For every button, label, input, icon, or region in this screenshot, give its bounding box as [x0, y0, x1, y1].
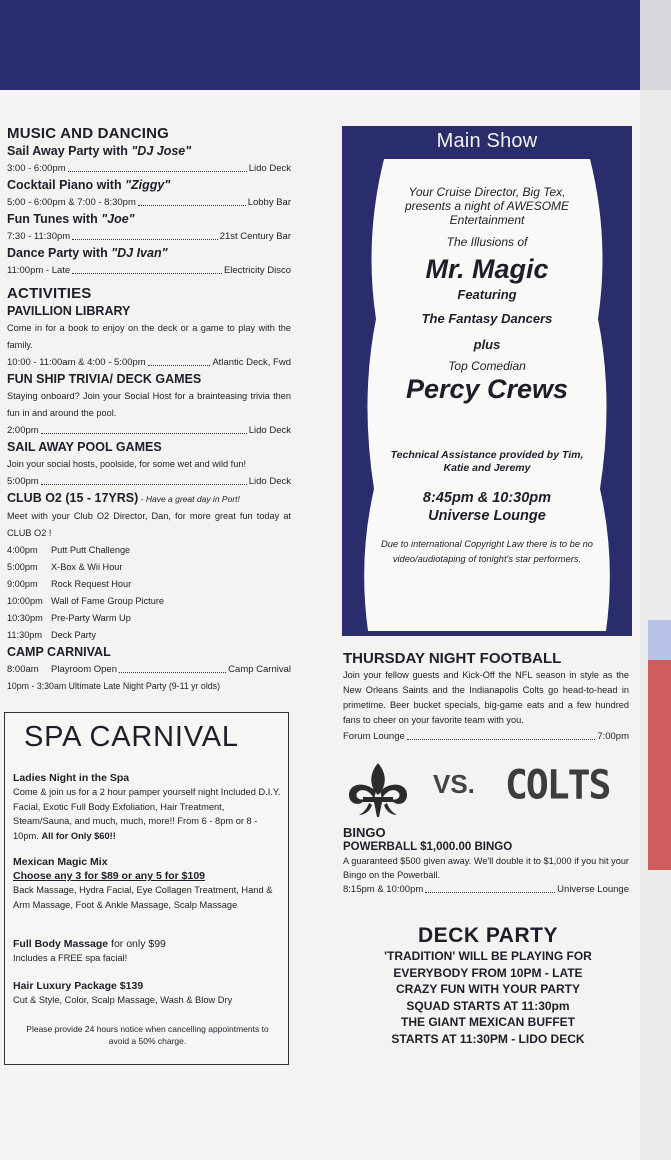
deck-line: SQUAD STARTS AT 11:30pm — [406, 998, 570, 1013]
music-item-time: 5:00 - 6:00pm & 7:00 - 8:30pm — [7, 197, 136, 208]
spa-mexican-text: Back Massage, Hydra Facial, Eye Collagen Treatment, Hand & Arm Massage, Foot & Ankle Massage, Scalp Massage — [13, 885, 273, 910]
pool-time: 5:00pm — [7, 476, 39, 487]
club-title: CLUB O2 (15 - 17YRS) — [7, 491, 139, 505]
spa-ladies-price: All for Only $60!! — [41, 830, 116, 841]
show-illusions: The Illusions of — [446, 235, 528, 249]
show-featuring: Featuring — [457, 287, 517, 302]
list-item: 11:30pm Deck Party — [7, 630, 96, 640]
show-times: 8:45pm & 10:30pm — [422, 490, 552, 506]
library-place: Atlantic Deck, Fwd — [212, 357, 291, 368]
spa-mexican — [13, 855, 283, 912]
activities-title: ACTIVITIES — [7, 285, 92, 302]
football-place: Forum Lounge — [343, 731, 405, 742]
deck-line: THE GIANT MEXICAN BUFFET — [401, 1015, 575, 1029]
trivia-time: 2:00pm — [7, 425, 39, 436]
pool-place: Lido Deck — [248, 476, 291, 487]
music-item — [7, 245, 291, 279]
right-column — [343, 650, 629, 897]
library-title: PAVILLION LIBRARY — [7, 304, 131, 318]
music-item-dj: "DJ Jose" — [131, 144, 192, 158]
matchup — [343, 755, 629, 825]
spa-box — [4, 712, 289, 1065]
deck-line: 'TRADITION' WILL BE PLAYING FOR — [384, 949, 592, 963]
deck-line: EVERYBODY FROM 10PM - LATE — [393, 965, 583, 980]
edge-band-blue — [648, 620, 671, 660]
library-time: 10:00 - 11:00am & 4:00 - 5:00pm — [7, 357, 146, 368]
spa-mexican-offer: Choose any 3 for $89 or any 5 for $109 — [13, 870, 205, 882]
colts-logo: COLTS — [505, 761, 610, 809]
main-show-box — [342, 126, 632, 636]
music-item-dj: "Joe" — [101, 212, 135, 226]
spa-body-text: Includes a FREE spa facial! — [13, 953, 128, 963]
page-edge — [640, 0, 671, 1160]
show-copyright: Due to international Copyright Law there is to be no video/audiotaping of tonight's star performers. — [381, 539, 593, 564]
spa-ladies — [13, 771, 283, 843]
club-tagline: - Have a great day in Port! — [138, 494, 240, 504]
trivia-title: FUN SHIP TRIVIA/ DECK GAMES — [7, 372, 202, 386]
spa-ladies-heading: Ladies Night in the Spa — [13, 772, 130, 784]
music-item-label: Cocktail Piano with — [7, 178, 126, 192]
spa-note: Please provide 24 hours notice when cancelling appointments to avoid a 50% charge. — [26, 1024, 269, 1046]
spa-hair-heading: Hair Luxury Package $139 — [13, 980, 144, 992]
show-dancers: The Fantasy Dancers — [421, 311, 553, 326]
deck-line: STARTS AT 11:30PM - LIDO DECK — [391, 1031, 585, 1046]
list-item: 4:00pm Putt Putt Challenge — [7, 545, 131, 555]
spa-hair-text: Cut & Style, Color, Scalp Massage, Wash & Blow Dry — [13, 995, 233, 1005]
spa-body — [13, 937, 283, 966]
spa-ladies-text: Come & join us for a 2 hour pamper yourself night Included D.I.Y. Facial, Exotic Full Body Exfoliation, Hair Treatment, Steam/Sauna, and much, much, more!! From 6 - 8pm or 8 - 10pm. — [13, 787, 281, 841]
camp-late-party: 10pm - 3:30am Ultimate Late Night Party (9-11 yr olds) — [7, 681, 221, 691]
show-act1: Mr. Magic — [425, 254, 549, 284]
show-intro: Your Cruise Director, Big Tex, presents a night of AWESOME Entertainment — [404, 185, 570, 227]
pool-text: Join your social hosts, poolside, for some wet and wild fun! — [7, 459, 246, 469]
camp-event: Playroom Open — [51, 664, 118, 675]
fleur-de-lis-icon — [343, 761, 413, 819]
football-title: THURSDAY NIGHT FOOTBALL — [343, 650, 562, 667]
list-item: 5:00pm X-Box & Wii Hour — [7, 562, 123, 572]
music-item — [7, 211, 291, 245]
deck-party — [343, 924, 633, 1047]
club-text: Meet with your Club O2 Director, Dan, for more great fun today at CLUB O2 ! — [7, 511, 291, 538]
edge-band-red — [648, 660, 671, 870]
deck-title: DECK PARTY — [418, 924, 558, 947]
trivia-text: Staying onboard? Join your Social Host for a brainteasing trivia then fun in and around the pool. — [7, 391, 291, 418]
show-act2: Percy Crews — [405, 374, 569, 404]
bingo-title: BINGO — [343, 825, 386, 840]
show-tech: Technical Assistance provided by Tim, Katie and Jeremy — [390, 449, 584, 474]
music-item-dj: "Ziggy" — [125, 178, 171, 192]
spa-title: SPA CARNIVAL — [24, 721, 239, 753]
list-item: 10:00pm Wall of Fame Group Picture — [7, 596, 165, 606]
bingo-place: Universe Lounge — [557, 884, 629, 895]
bingo-time: 8:15pm & 10:00pm — [343, 884, 424, 895]
music-item-time: 7:30 - 11:30pm — [7, 231, 71, 242]
music-item-dj: "DJ Ivan" — [111, 246, 168, 260]
edge-band-top — [640, 0, 671, 90]
football-text: Join your fellow guests and Kick-Off the NFL season in style as the New Orleans Saints and the Indianapolis Colts go head-to-head in primetime. Beer bucket specials, big-game eats and a few hundred fans to cheer on your favorite team with you. — [343, 670, 629, 725]
spa-hair — [13, 979, 283, 1008]
pool-title: SAIL AWAY POOL GAMES — [7, 440, 162, 454]
music-title: MUSIC AND DANCING — [7, 125, 170, 142]
music-item-time: 3:00 - 6:00pm — [7, 163, 66, 174]
list-item: 9:00pm Rock Request Hour — [7, 579, 132, 589]
list-item: 10:30pm Pre-Party Warm Up — [7, 613, 131, 623]
trivia-place: Lido Deck — [248, 425, 291, 436]
music-item-place: Electricity Disco — [223, 265, 291, 276]
music-item-place: Lido Deck — [248, 163, 291, 174]
music-item-label: Fun Tunes with — [7, 212, 102, 226]
deck-line: CRAZY FUN WITH YOUR PARTY — [395, 982, 580, 996]
show-venue: Universe Lounge — [428, 508, 546, 524]
spa-mexican-heading: Mexican Magic Mix — [13, 856, 108, 868]
music-item-label: Dance Party with — [7, 246, 112, 260]
show-comedian: Top Comedian — [448, 359, 526, 373]
left-column — [7, 125, 291, 695]
stage-panel — [356, 159, 618, 631]
bingo-text: A guaranteed $500 given away. We'll double it to $1,000 if you hit your Bingo on the Powerball. — [343, 856, 629, 880]
camp-time: 8:00am — [7, 664, 39, 675]
library-text: Come in for a book to enjoy on the deck or a game to play with the family. — [7, 323, 291, 350]
spa-body-price: for only $99 — [108, 938, 166, 950]
show-plus: plus — [473, 337, 501, 352]
camp-title: CAMP CARNIVAL — [7, 645, 111, 659]
music-item — [7, 177, 291, 211]
music-item-place: Lobby Bar — [247, 197, 291, 208]
bingo-sub: POWERBALL $1,000.00 BINGO — [343, 841, 513, 853]
music-item-place: 21st Century Bar — [219, 231, 291, 242]
camp-place: Camp Carnival — [228, 664, 291, 675]
music-item-time: 11:00pm - Late — [7, 265, 71, 276]
vs-label: VS. — [433, 769, 475, 799]
main-show-text — [356, 159, 618, 567]
spa-body-heading: Full Body Massage — [13, 938, 109, 950]
music-item-label: Sail Away Party with — [7, 144, 132, 158]
main-show-heading: Main Show — [436, 130, 538, 152]
header-band — [0, 0, 640, 90]
football-time: 7:00pm — [597, 731, 629, 742]
music-item — [7, 143, 291, 177]
